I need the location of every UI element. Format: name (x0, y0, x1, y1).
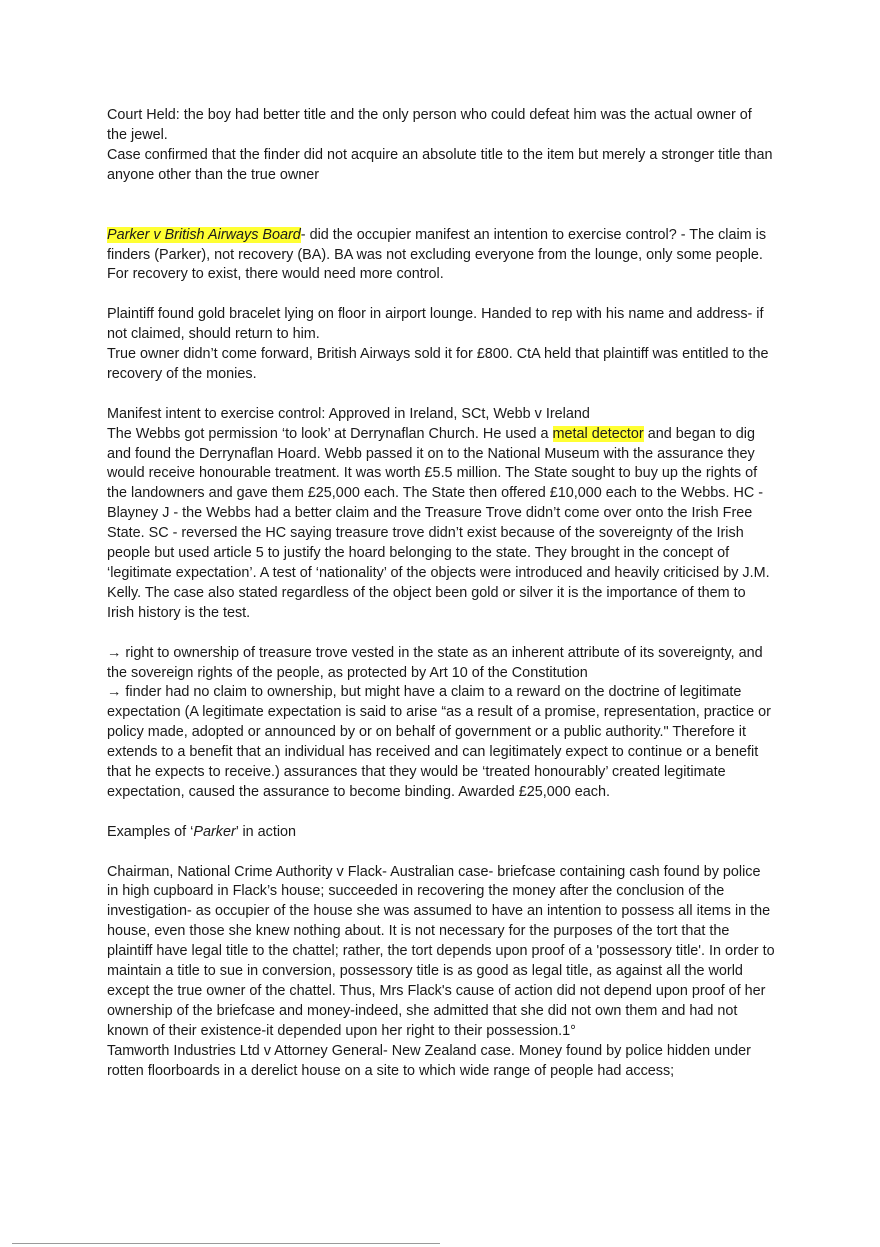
spacer (107, 624, 775, 644)
arrow-icon: → (107, 644, 122, 661)
paragraph-plaintiff-found: Plaintiff found gold bracelet lying on floor in airport lounge. Handed to rep with his name and address- if not claimed, should return to him. (107, 306, 764, 343)
paragraph-court-held: Court Held: the boy had better title and the only person who could defeat him was the actual owner of the jewel. (107, 107, 752, 143)
examples-italic-parker: Parker (193, 823, 236, 840)
paragraph-parker-text: - did the occupier manifest an intention to exercise control? - The claim is finders (Parker), not recovery (BA). BA was not excluding everyone from the lounge, only some people. For recovery to exist, there would need more control. (107, 226, 767, 283)
spacer (107, 186, 775, 226)
highlighted-case-name: Parker v British Airways Board (107, 226, 301, 243)
paragraph-manifest-intent: Manifest intent to exercise control: Approved in Ireland, SCt, Webb v Ireland (107, 405, 590, 422)
paragraph-finder-no-claim (107, 683, 775, 802)
document-page (107, 106, 775, 1082)
paragraph-tamworth: Tamworth Industries Ltd v Attorney General- New Zealand case. Money found by police hidden under rotten floorboards in a derelict house on a site to which wide range of people had access; (107, 1042, 751, 1079)
paragraph-webbs-text-a: The Webbs got permission ‘to look’ at Derrynaflan Church. He used a (107, 425, 553, 442)
paragraph-right-to-ownership (107, 644, 775, 684)
examples-text-b: ’ in action (235, 823, 297, 840)
paragraph-right-to-ownership-text: right to ownership of treasure trove vested in the state as an inherent attribute of its sovereignty, and the sovereign rights of the people, as protected by Art 10 of the Constitution (107, 644, 763, 681)
examples-text-a: Examples of ‘ (107, 823, 194, 840)
highlighted-metal-detector: metal detector (552, 425, 644, 442)
footnote-separator (12, 1243, 440, 1244)
paragraph-true-owner: True owner didn’t come forward, British Airways sold it for £800. CtA held that plaintiff was entitled to the recovery of the monies. (107, 346, 769, 382)
paragraph-finder-no-claim-text: finder had no claim to ownership, but might have a claim to a reward on the doctrine of legitimate expectation (A legitimate expectation is said to arise “as a result of a promise, representation, practice or policy made, adopted or announced by or on behalf of government or a public authority." Therefore it extends to a benefit that an individual has received and can legitimately expect to continue or a benefit that he expects to receive.) assurances that they would be ‘treated honourably’ created legitimate expectation, caused the assurance to become binding. Awarded £25,000 each. (107, 684, 771, 800)
spacer (107, 843, 775, 863)
spacer (107, 285, 775, 305)
paragraph-webbs (107, 425, 775, 624)
paragraph-case-confirmed: Case confirmed that the finder did not acquire an absolute title to the item but merely a stronger title than anyone other than the true owner (107, 146, 773, 183)
arrow-icon: → (107, 684, 122, 701)
paragraph-examples-heading (107, 823, 775, 843)
spacer (107, 803, 775, 823)
paragraph-parker (107, 226, 775, 286)
spacer (107, 385, 775, 405)
paragraph-flack: Chairman, National Crime Authority v Flack- Australian case- briefcase containing cash found by police in high cupboard in Flack’s house; succeeded in recovering the money after the conclusion of the investigation- as occupier of the house she was assumed to have an intention to possess all items in the house, even those she knew nothing about. It is not necessary for the purposes of the tort that the plaintiff have legal title to the chattel; rather, the tort depends upon proof of a 'possessory title'. In order to maintain a title to sue in conversion, possessory title is as good as legal title, as against all the world except the true owner of the chattel. Thus, Mrs Flack's cause of action did not depend upon proof of her ownership of the briefcase and money-indeed, she admitted that she did not own them and had not known of their existence-it depended upon her right to their possession.1° (107, 863, 775, 1039)
paragraph-webbs-text-b: and began to dig and found the Derrynaflan Hoard. Webb passed it on to the National Museum with the assurance they would receive honourable treatment. It was worth £5.5 million. The State sought to buy up the rights of the landowners and gave them £25,000 each. The State then offered £10,000 each to the Webbs. HC - Blayney J - the Webbs had a better claim and the Treasure Trove didn’t come over onto the Irish Free State. SC - reversed the HC saying treasure trove didn’t exist because of the sovereignty of the Irish people but used article 5 to justify the hoard belonging to the state. They brought in the concept of ‘legitimate expectation’. A test of ‘nationality’ of the objects were introduced and heavily criticised by J.M. Kelly. The case also stated regardless of the object been gold or silver it is the importance of them to Irish history is the test. (107, 425, 770, 621)
